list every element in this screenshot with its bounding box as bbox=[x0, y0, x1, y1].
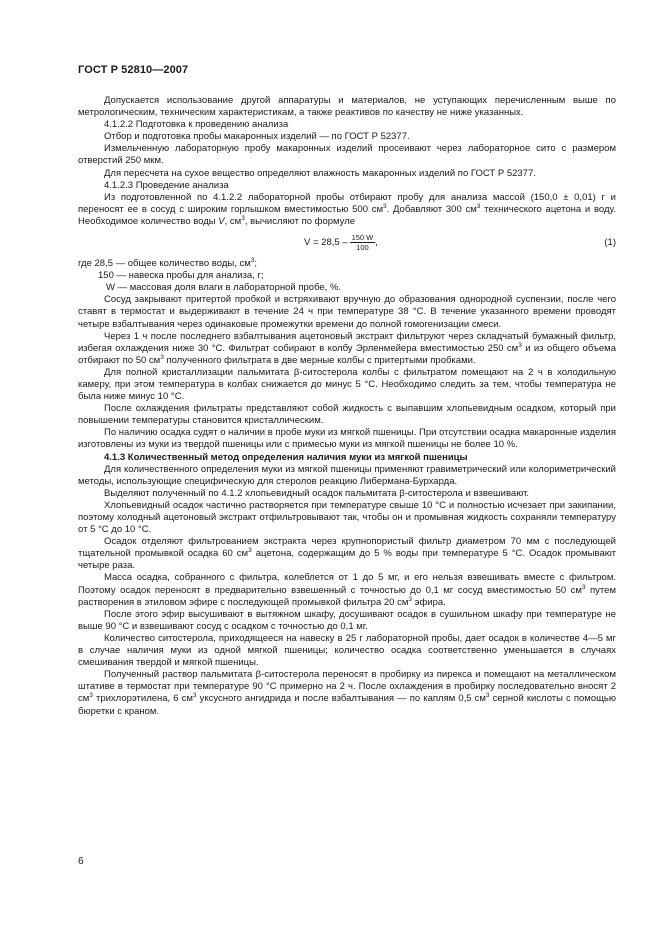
paragraph bbox=[78, 669, 616, 717]
text-run: ; bbox=[254, 258, 258, 270]
text-run: Из подготовленной по 4.1.2.2 лабораторной пробы отбирают пробу для анализа массой (150,0 ± 0,01) г и переносят ее в сосуд с широким горлышком вместимостью 500 см bbox=[78, 191, 616, 215]
text-run: где 28,5 — общее количество воды, см bbox=[78, 258, 251, 270]
paragraph: Количество ситостерола, приходящееся на навеску в 25 г лабораторной пробы, дает осадок в количестве 4—5 мг в случае наличия муки из одной мягкой пшеницы; количество осадка соответственно уменьшается в случаях смешивания твердой и мягкой пшеницы. bbox=[78, 632, 616, 669]
formula-expression bbox=[304, 233, 378, 252]
section-heading-4-1-2-3: 4.1.2.3 Проведение анализа bbox=[104, 179, 229, 191]
document-header: ГОСТ Р 52810—2007 bbox=[78, 64, 189, 76]
paragraph bbox=[78, 536, 616, 572]
paragraph: Сосуд закрывают притертой пробкой и встряхивают вручную до образования однородной суспензии, после чего ставят в термостат и выдерживают в течение 24 ч при температуре 38 °С. В течение указанного времени проводят четыре взбалтывания через одинаковые промежутки времени до полной гомогенизации смеси. bbox=[78, 294, 616, 330]
superscript: 3 bbox=[408, 595, 412, 603]
paragraph: Для полной кристаллизации пальмитата β-ситостерола колбы с фильтратом помещают на 2 ч в холодильную камеру, при этом температура в колбах снижается до минус 5 °С. Необходимо следить за тем, чтобы температура не была ниже минус 10 °С. bbox=[78, 366, 616, 403]
superscript: 3 bbox=[581, 583, 586, 591]
definition-line: W — массовая доля влаги в лабораторной пробе, %. bbox=[106, 282, 342, 294]
paragraph: Измельченную лабораторную пробу макаронных изделий просеивают через лабораторное сито с размером отверстий 250 мкм. bbox=[78, 143, 616, 167]
text-run: и из общего объема отбирают по 50 см bbox=[78, 342, 616, 366]
superscript: 3 bbox=[383, 202, 387, 210]
definition-line bbox=[78, 258, 616, 270]
text-run: уксусного ангидрида и после взбалтывания — по каплям 0,5 см bbox=[196, 693, 486, 705]
text-run: Масса осадка, собранного с фильтра, колеблется от 1 до 5 мг, и его нельзя взвешивать вместе с фильтром. Поэтому осадок переносят в предварительно взвешенный с точностью до 0,1 мг сосуд вместимостью 50 см bbox=[78, 572, 616, 596]
fraction-denominator: 100 bbox=[356, 243, 369, 253]
text-run: полученного фильтрата в две мерные колбы с притертыми пробками. bbox=[163, 354, 476, 366]
paragraph: По наличию осадка судят о наличии в пробе муки из мягкой пшеницы. При отсутствии осадка макаронные изделия изготовлены из муки из твердой пшеницы или с примесью муки из мягкой пшеницы не более 10 %. bbox=[78, 427, 616, 451]
text-run: Через 1 ч после последнего взбалтывания ацетоновый экстракт фильтруют через складчатый бумажный фильтр, избегая охлаждения ниже 30 °С. Фильтрат собирают в колбу Эрленмейера вместимостью 250 см bbox=[78, 330, 616, 354]
paragraph: Выделяют полученный по 4.1.2 хлопьевидный осадок пальмитата β-ситостерола и взвешивают. bbox=[104, 487, 530, 499]
formula-fraction bbox=[350, 233, 376, 252]
page-number: 6 bbox=[78, 856, 84, 867]
superscript: 3 bbox=[241, 214, 245, 222]
variable-v: V bbox=[218, 215, 225, 227]
paragraph: После этого эфир высушивают в вытяжном шкафу, досушивают осадок в сушильном шкафу при температуре не выше 90 °С и взвешивают сосуд с осадком с точностью до 0,1 мг. bbox=[78, 608, 616, 632]
superscript: 3 bbox=[192, 692, 197, 700]
superscript: 3 bbox=[89, 692, 93, 700]
paragraph bbox=[78, 192, 616, 228]
paragraph bbox=[78, 331, 616, 367]
document-body bbox=[78, 95, 616, 718]
text-run: путем растворения в этиловом эфире с последующей промывкой фильтра 20 см bbox=[78, 584, 616, 608]
text-run: , вычисляют по формуле bbox=[244, 215, 356, 227]
text-run: трихлорэтилена, 6 см bbox=[92, 693, 193, 705]
paragraph bbox=[78, 572, 616, 608]
paragraph: Допускается использование другой аппаратуры и материалов, не уступающих перечисленным выше по метрологическим, техническим характеристикам, а также реактивов по качеству не ниже указанных. bbox=[78, 95, 616, 119]
paragraph: Хлопьевидный осадок частично растворяется при температуре свыше 10 °С и полностью исчезает при закипании, поэтому холодный ацетоновый экстракт отфильтровывают так, чтобы он и промывная жидкость сохраняли температуру от 5 °С до 10 °С. bbox=[78, 499, 616, 536]
formula-1 bbox=[78, 230, 616, 256]
superscript: 3 bbox=[485, 692, 490, 700]
text-run: серной кислоты с помощью бюретки с краном. bbox=[78, 693, 616, 717]
text-run: ацетона, содержащим до 5 % воды при температуре 5 °С. Осадок промывают четыре раза. bbox=[78, 548, 617, 572]
superscript: 3 bbox=[476, 202, 481, 210]
text-run: эфира. bbox=[411, 596, 446, 608]
text-run: Осадок отделяют фильтрованием экстракта через крупнопористый фильтр диаметром 70 мм с последующей тщательной промывкой осадка 60 см bbox=[78, 536, 616, 560]
superscript: 3 bbox=[160, 353, 164, 361]
section-heading-4-1-2-2: 4.1.2.2 Подготовка к проведению анализа bbox=[104, 119, 289, 131]
text-run: технического ацетона и воду. Необходимое количество воды bbox=[78, 203, 616, 227]
paragraph: Для количественного определения муки из мягкой пшеницы применяют гравиметрический или колориметрический методы, использующие специфическую для стеролов реакцию Либермана-Бурхарда. bbox=[78, 463, 616, 487]
text-run: Полученный раствор пальмитата β-ситостерола переносят в пробирку из пирекса и помещают на металлическом штативе в термостат при температуре 90 °С примерно на 2 ч. После охлаждения в пробирку последовательно вносят 2 см bbox=[78, 669, 616, 705]
formula-lhs: V = 28,5 – bbox=[304, 237, 348, 249]
definition-line: 150 — навеска пробы для анализа, г; bbox=[98, 270, 264, 282]
paragraph: Для пересчета на сухое вещество определяют влажность макаронных изделий по ГОСТ Р 52377. bbox=[104, 167, 536, 179]
superscript: 3 bbox=[518, 341, 522, 349]
fraction-numerator: 150 W bbox=[351, 233, 374, 243]
text-run: , см bbox=[224, 215, 242, 227]
paragraph: После охлаждения фильтраты представляют собой жидкость с выпавшим хлопьевидным осадком, который при повышении температуры становится кристаллическим. bbox=[78, 403, 616, 427]
text-run: . Добавляют 300 см bbox=[386, 203, 477, 215]
superscript: 3 bbox=[250, 257, 255, 265]
formula-trail: , bbox=[375, 237, 378, 249]
superscript: 3 bbox=[248, 547, 252, 555]
formula-number: (1) bbox=[604, 237, 616, 249]
section-heading-4-1-3: 4.1.3 Количественный метод определения наличия муки из мягкой пшеницы bbox=[104, 451, 468, 463]
paragraph: Отбор и подготовка пробы макаронных изделий — по ГОСТ Р 52377. bbox=[104, 131, 410, 143]
